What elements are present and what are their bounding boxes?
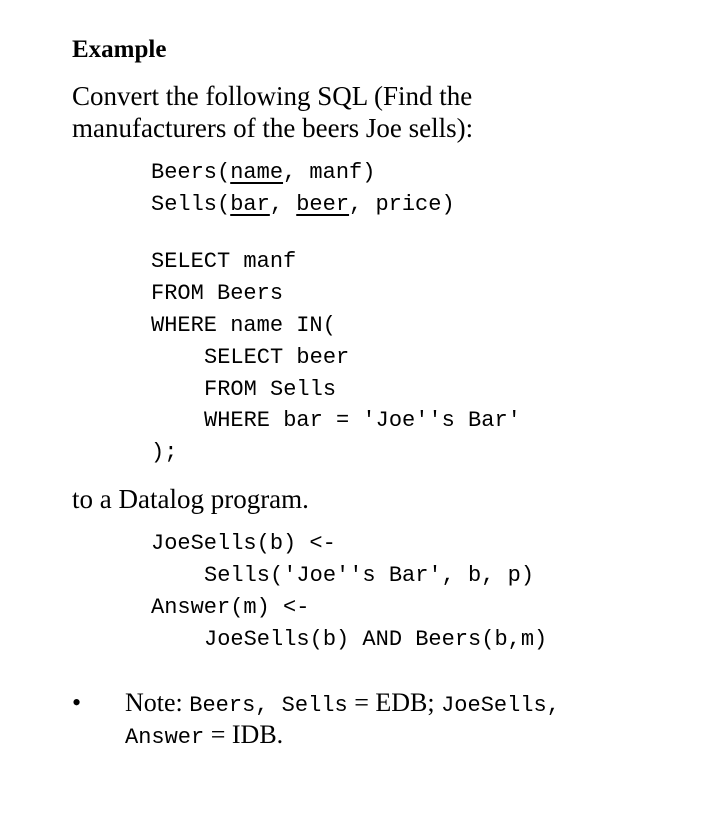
note-line-1 bbox=[125, 688, 560, 718]
sql-line-5: FROM Sells bbox=[204, 377, 337, 402]
heading: Example bbox=[72, 36, 167, 63]
note-idb-suffix: = IDB. bbox=[204, 720, 284, 749]
schema-sells-rest: , price) bbox=[349, 192, 455, 217]
sql-line-4: SELECT beer bbox=[204, 345, 350, 370]
note-idb-first: JoeSells, bbox=[441, 693, 560, 718]
sql-line-1: SELECT manf bbox=[151, 249, 297, 274]
datalog-line-4: JoeSells(b) AND Beers(b,m) bbox=[204, 627, 548, 652]
schema-sells-sep: , bbox=[269, 192, 297, 217]
intro-line-1: Convert the following SQL (Find the bbox=[72, 81, 473, 111]
sql-line-3: WHERE name IN( bbox=[151, 313, 336, 338]
schema-sells bbox=[151, 192, 455, 217]
schema-sells-key-bar: bar bbox=[230, 192, 270, 217]
schema-beers-key: name bbox=[230, 160, 284, 185]
note-edb-relations: Beers, Sells bbox=[189, 693, 348, 718]
note-idb-second: Answer bbox=[125, 725, 205, 750]
sql-line-6: WHERE bar = 'Joe''s Bar' bbox=[204, 408, 521, 433]
datalog-line-1: JoeSells(b) <- bbox=[151, 531, 336, 556]
sql-line-7: ); bbox=[151, 440, 178, 465]
note-line-2 bbox=[125, 720, 283, 750]
sql-line-2: FROM Beers bbox=[151, 281, 284, 306]
schema-beers-rest: , manf) bbox=[283, 160, 376, 185]
note-label: Note: bbox=[125, 688, 183, 717]
schema-beers bbox=[151, 160, 375, 185]
transition-text: to a Datalog program. bbox=[72, 484, 309, 514]
schema-sells-key-beer: beer bbox=[296, 192, 350, 217]
datalog-line-3: Answer(m) <- bbox=[151, 595, 310, 620]
datalog-line-2: Sells('Joe''s Bar', b, p) bbox=[204, 563, 535, 588]
intro-line-2: manufacturers of the beers Joe sells): bbox=[72, 113, 474, 143]
schema-beers-prefix: Beers( bbox=[151, 160, 231, 185]
schema-sells-prefix: Sells( bbox=[151, 192, 231, 217]
note-edb-suffix: = EDB; bbox=[347, 688, 435, 717]
bullet-icon: • bbox=[72, 688, 82, 717]
